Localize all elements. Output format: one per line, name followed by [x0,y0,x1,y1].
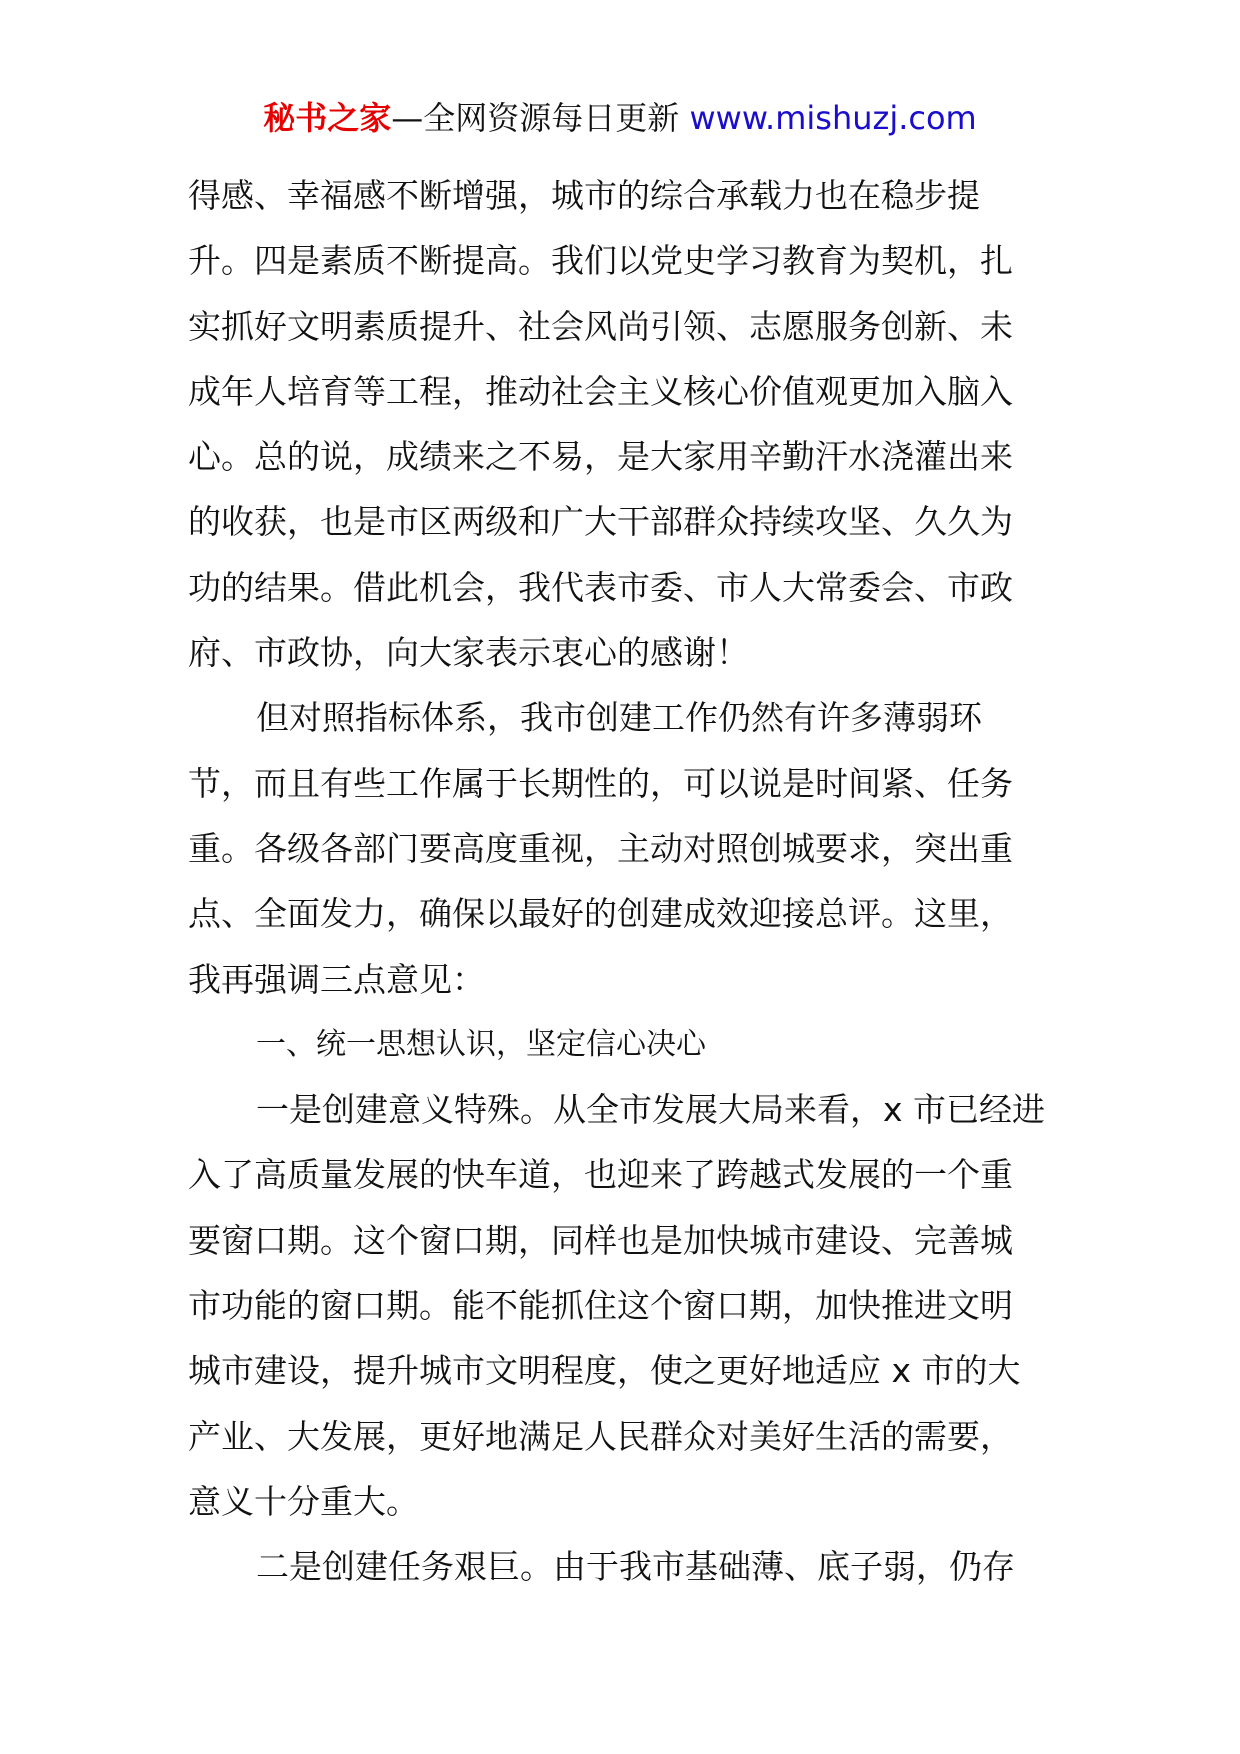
text-line: 意义十分重大。 [188,1481,419,1521]
text-line: 成年人培育等工程，推动社会主义核心价值观更加入脑入 [188,371,1013,411]
section-heading: 一、统一思想认识，坚定信心决心 [256,1026,706,1062]
text-line: 功的结果。借此机会，我代表市委、市人大常委会、市政 [188,567,1013,607]
text-line: 城市建设，提升城市文明程度，使之更好地适应 x 市的大 [188,1351,1021,1391]
text-line: 点、全面发力，确保以最好的创建成效迎接总评。这里， [188,894,1013,934]
text-line: 入了高质量发展的快车道，也迎来了跨越式发展的一个重 [188,1155,1013,1195]
paragraph-start-line: 但对照指标体系，我市创建工作仍然有许多薄弱环 [256,698,982,738]
site-header [0,98,1240,138]
text-line: 得感、幸福感不断增强，城市的综合承载力也在稳步提 [188,176,980,215]
site-url[interactable]: www.mishuzj.com [689,99,977,137]
text-line: 实抓好文明素质提升、社会风尚引领、志愿服务创新、未 [188,306,1013,346]
site-tagline: —全网资源每日更新 [391,99,690,137]
text-line: 要窗口期。这个窗口期，同样也是加快城市建设、完善城 [188,1220,1013,1260]
paragraph-start-line: 一是创建意义特殊。从全市发展大局来看，x 市已经进 [256,1090,1046,1130]
text-line: 产业、大发展，更好地满足人民群众对美好生活的需要， [188,1416,1013,1456]
text-line: 重。各级各部门要高度重视，主动对照创城要求，突出重 [188,828,1013,868]
text-line: 府、市政协，向大家表示衷心的感谢！ [188,633,749,673]
site-brand: 秘书之家 [263,99,392,137]
text-line: 升。四是素质不断提高。我们以党史学习教育为契机，扎 [188,241,1013,281]
paragraph-start-line: 二是创建任务艰巨。由于我市基础薄、底子弱，仍存 [256,1547,1015,1587]
text-line: 节，而且有些工作属于长期性的，可以说是时间紧、任务 [188,763,1013,803]
text-line: 市功能的窗口期。能不能抓住这个窗口期，加快推进文明 [188,1286,1013,1326]
text-line: 的收获，也是市区两级和广大干部群众持续攻坚、久久为 [188,502,1013,542]
text-line: 心。总的说，成绩来之不易，是大家用辛勤汗水浇灌出来 [188,437,1013,477]
document-body [188,163,1054,1600]
text-line: 我再强调三点意见： [188,959,485,999]
